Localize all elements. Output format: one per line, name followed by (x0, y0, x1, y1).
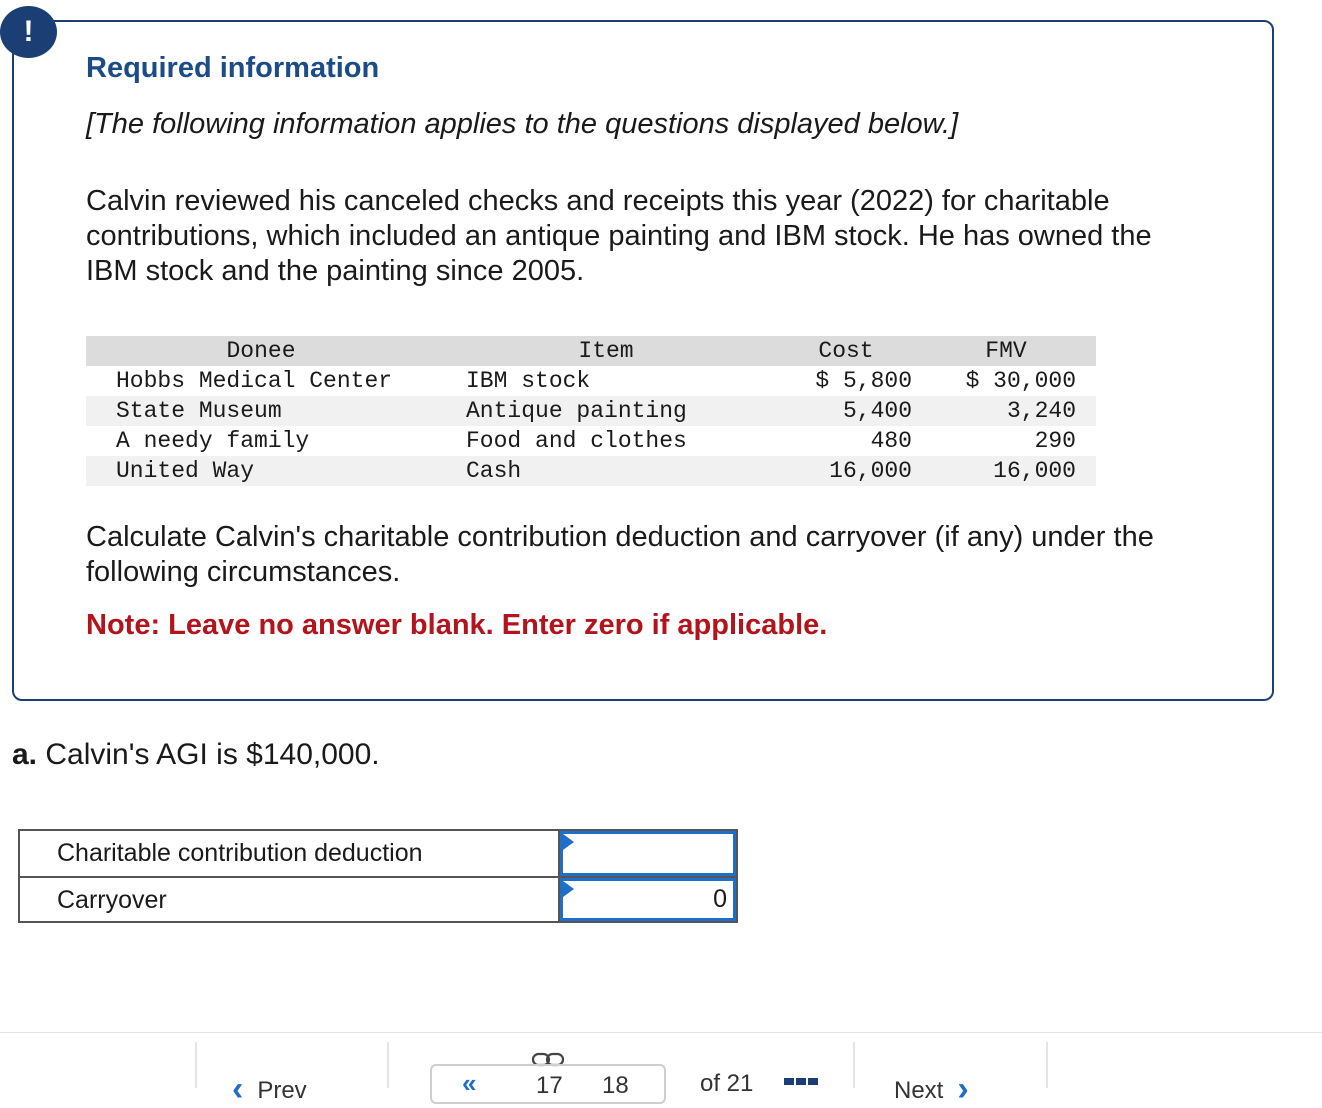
footer-divider (387, 1042, 389, 1088)
table-row (86, 456, 1096, 486)
part-a-prompt (12, 738, 380, 772)
deduction-cell (560, 831, 736, 876)
answer-note: Note: Leave no answer blank. Enter zero if applicable. (86, 609, 828, 641)
current-page: 17 (536, 1072, 563, 1099)
header-cost: Cost (818, 338, 874, 364)
fmv-cell: 3,240 (1006, 398, 1076, 424)
required-information-title: Required information (86, 52, 380, 84)
header-donee: Donee (226, 338, 296, 364)
carryover-label: Carryover (20, 878, 560, 921)
donee-cell: A needy family (116, 428, 310, 454)
next-label: Next (894, 1077, 944, 1104)
deduction-label: Charitable contribution deduction (20, 831, 560, 876)
footer-separator (0, 1032, 1322, 1033)
answer-row-deduction (20, 831, 736, 876)
part-a-text: Calvin's AGI is $140,000. (37, 738, 380, 771)
donee-cell: State Museum (116, 398, 282, 424)
header-item: Item (578, 338, 634, 364)
fmv-cell: 290 (1034, 428, 1076, 454)
cost-cell: 16,000 (829, 458, 912, 484)
cost-cell: 5,400 (842, 398, 912, 424)
problem-intro: Calvin reviewed his canceled checks and receipts this year (2022) for charitable contributions, which included an antique painting and IBM stock. He has owned the IBM stock and the painting since 2005. (86, 185, 1152, 287)
input-marker-icon (563, 834, 574, 850)
footer-divider (853, 1042, 855, 1088)
input-marker-icon (563, 881, 574, 897)
carryover-input[interactable] (563, 881, 733, 918)
table-row (86, 366, 1096, 396)
table-row (86, 396, 1096, 426)
donee-cell: Hobbs Medical Center (116, 368, 393, 394)
page-selector[interactable] (430, 1064, 666, 1104)
prev-label: Prev (257, 1077, 307, 1104)
footer-divider (1046, 1042, 1048, 1088)
chevron-right-icon: › (957, 1070, 969, 1108)
calculation-instructions: Calculate Calvin's charitable contribution deduction and carryover (if any) under the following circumstances. (86, 521, 1154, 588)
footer-divider (195, 1042, 197, 1088)
next-page-number: 18 (602, 1072, 629, 1099)
page-count: of 21 (700, 1070, 754, 1097)
cost-cell: $ 5,800 (815, 368, 912, 394)
item-cell: Antique painting (466, 398, 687, 424)
alert-icon: ! (0, 6, 57, 58)
deduction-input[interactable] (563, 834, 733, 873)
fmv-cell: 16,000 (993, 458, 1076, 484)
table-row (86, 426, 1096, 456)
header-fmv: FMV (985, 338, 1027, 364)
double-chevron-left-icon: « (462, 1068, 477, 1098)
part-a-label: a. (12, 738, 38, 771)
chevron-left-icon: ‹ (232, 1070, 244, 1108)
answer-table (18, 829, 738, 923)
donee-cell: United Way (116, 458, 255, 484)
answer-row-carryover (20, 876, 736, 921)
required-information-subtitle: [The following information applies to the questions displayed below.] (86, 108, 959, 140)
table-header-row (86, 336, 1096, 366)
carryover-cell (560, 878, 736, 921)
item-cell: Cash (466, 458, 522, 484)
contributions-table (86, 336, 1096, 486)
grid-icon[interactable] (784, 1072, 820, 1090)
item-cell: Food and clothes (466, 428, 687, 454)
fmv-cell: $ 30,000 (965, 368, 1076, 394)
item-cell: IBM stock (466, 368, 591, 394)
cost-cell: 480 (870, 428, 912, 454)
